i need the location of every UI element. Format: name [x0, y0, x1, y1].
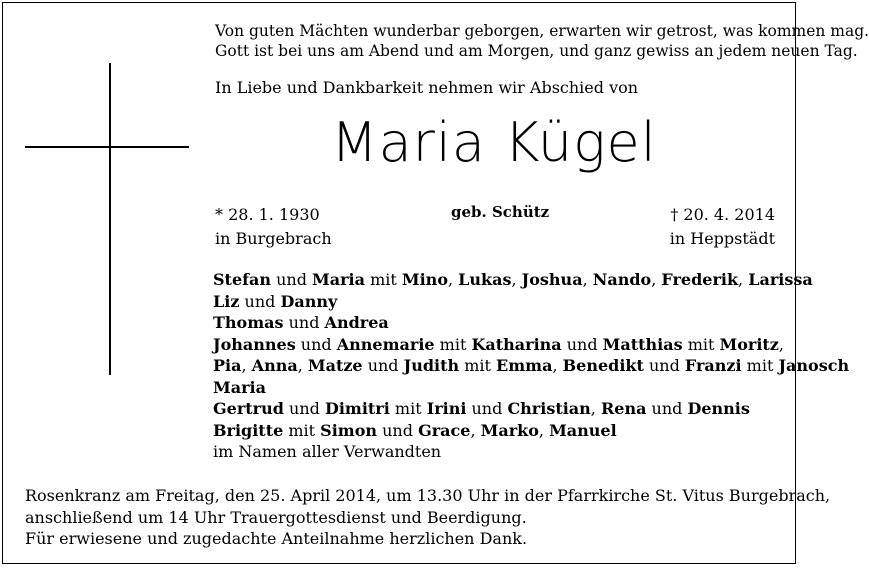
- mourner-name: Emma: [496, 356, 553, 375]
- mourner-name: Dimitri: [324, 399, 390, 418]
- mourner-name: Marko: [480, 420, 539, 440]
- mourner-name: Grace: [418, 420, 471, 440]
- mourners-line: [213, 420, 849, 442]
- mourner-name: Matze: [307, 356, 363, 375]
- mourners-line: [213, 312, 849, 334]
- cross-icon-horizontal: [25, 146, 189, 148]
- obituary-notice: [2, 2, 869, 564]
- mourner-connector: ,: [778, 334, 784, 354]
- mourner-name: Anna: [251, 356, 298, 375]
- mourner-connector: und: [295, 334, 337, 354]
- mourners-line: [213, 377, 849, 399]
- mourner-connector: ,: [552, 356, 563, 375]
- mourners-list: [213, 269, 849, 463]
- mourner-name: Manuel: [549, 420, 617, 440]
- deceased-name: Maria Kügel: [331, 111, 657, 174]
- birth-info: [215, 203, 332, 251]
- mourner-connector: im Namen aller Verwandten: [213, 442, 442, 461]
- mourner-name: Joshua: [521, 270, 583, 289]
- cross-icon-vertical: [109, 63, 111, 375]
- death-info: [670, 203, 775, 251]
- mourner-connector: ,: [538, 420, 550, 440]
- mourner-name: Christian: [507, 399, 591, 418]
- mourner-connector: mit: [741, 356, 779, 375]
- mourner-name: Andrea: [324, 313, 389, 332]
- service-info: [25, 485, 830, 550]
- mourner-name: Pia: [213, 356, 242, 375]
- mourner-name: Danny: [280, 291, 338, 311]
- mourner-connector: mit: [283, 420, 321, 440]
- death-date: † 20. 4. 2014: [670, 205, 775, 224]
- mourner-name: Brigitte: [213, 420, 284, 440]
- mourner-name: Katharina: [471, 334, 562, 354]
- mourner-name: Judith: [403, 356, 460, 375]
- motto-line: Gott ist bei uns am Abend und am Morgen, und ganz gewiss an jedem neuen Tag.: [215, 42, 858, 60]
- mourner-connector: ,: [651, 270, 662, 289]
- mourners-line: [213, 355, 849, 377]
- mourner-connector: und: [283, 313, 325, 332]
- mourner-connector: und: [271, 270, 313, 289]
- mourner-name: Annemarie: [336, 334, 435, 354]
- mourner-name: Liz: [213, 291, 240, 311]
- mourner-name: Matthias: [602, 334, 683, 354]
- mourner-name: Gertrud: [213, 399, 284, 418]
- mourner-name: Thomas: [213, 313, 284, 332]
- mourner-name: Rena: [600, 399, 647, 418]
- mourner-connector: und: [362, 356, 404, 375]
- mourner-connector: ,: [447, 270, 459, 289]
- mourner-name: Simon: [320, 420, 378, 440]
- mourner-connector: mit: [434, 334, 472, 354]
- intro-text: In Liebe und Dankbarkeit nehmen wir Abschied von: [215, 78, 639, 97]
- mourner-connector: ,: [470, 420, 481, 440]
- mourner-name: Benedikt: [562, 356, 644, 375]
- motto-verse: [215, 21, 869, 61]
- mourner-name: Larissa: [748, 270, 813, 289]
- mourner-name: Stefan: [213, 270, 272, 289]
- mourner-name: Lukas: [458, 270, 512, 289]
- mourner-connector: und: [283, 399, 325, 418]
- mourners-line: [213, 441, 849, 463]
- mourner-connector: mit: [459, 356, 497, 375]
- mourner-name: Franzi: [684, 356, 742, 375]
- mourner-name: Moritz: [719, 334, 779, 354]
- mourner-connector: ,: [582, 270, 593, 289]
- mourner-connector: und: [377, 420, 419, 440]
- service-line: anschließend um 14 Uhr Trauergottesdienst und Beerdigung.: [25, 507, 527, 527]
- mourner-name: Maria: [213, 377, 266, 397]
- mourner-connector: und: [561, 334, 603, 354]
- mourner-connector: mit: [389, 399, 427, 418]
- mourner-connector: ,: [511, 270, 522, 289]
- mourner-connector: und: [239, 291, 281, 311]
- mourner-name: Irini: [426, 399, 467, 418]
- mourner-connector: und: [646, 399, 688, 418]
- mourners-line: [213, 269, 849, 291]
- mourner-name: Mino: [401, 270, 448, 289]
- mourner-connector: ,: [590, 399, 601, 418]
- thanks-line: Für erwiesene und zugedachte Anteilnahme herzlichen Dank.: [25, 529, 528, 548]
- mourner-name: Nando: [592, 270, 652, 289]
- mourner-name: Frederik: [661, 270, 739, 289]
- mourner-connector: mit: [682, 334, 720, 354]
- mourner-connector: ,: [297, 356, 308, 375]
- service-line: Rosenkranz am Freitag, den 25. April 2014, um 13.30 Uhr in der Pfarrkirche St. Vitus Burgebrach,: [25, 486, 831, 505]
- death-place: in Heppstädt: [669, 229, 775, 248]
- mourners-line: [213, 291, 849, 313]
- mourner-connector: ,: [241, 356, 252, 375]
- mourner-connector: und: [643, 356, 685, 375]
- mourner-connector: mit: [365, 270, 402, 289]
- mourner-name: Janosch: [778, 356, 850, 375]
- mourner-connector: und: [466, 399, 508, 418]
- motto-line: Von guten Mächten wunderbar geborgen, erwarten wir getrost, was kommen mag.: [215, 22, 869, 40]
- mourner-name: Dennis: [687, 399, 750, 418]
- mourners-line: [213, 398, 849, 420]
- birth-date: * 28. 1. 1930: [215, 205, 320, 224]
- mourners-line: [213, 334, 849, 356]
- mourner-connector: ,: [738, 270, 749, 289]
- mourner-name: Maria: [312, 270, 365, 289]
- maiden-name: geb. Schütz: [451, 203, 550, 221]
- birth-place: in Burgebrach: [215, 229, 332, 248]
- mourner-name: Johannes: [213, 334, 296, 354]
